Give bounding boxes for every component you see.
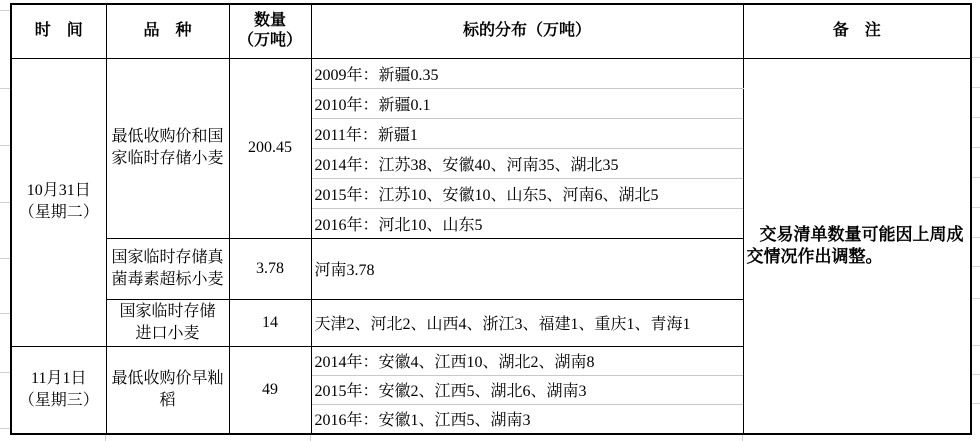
gridline-tick: [0, 88, 10, 89]
distribution-cell: 2010年：新疆0.1: [311, 88, 743, 118]
col-header-time: 时 间: [11, 4, 106, 58]
date-cell-nov1: [11, 346, 106, 434]
gridline-tick: [971, 345, 980, 346]
variety-cell: [106, 58, 229, 238]
gridline-tick: [0, 145, 10, 146]
distribution-cell: 2014年：江苏38、安徽40、河南35、湖北35: [311, 148, 743, 178]
col-header-distribution: 标的分布（万吨）: [311, 4, 743, 58]
gridline-tick: [971, 374, 980, 375]
gridline-tick: [971, 117, 980, 118]
gridline-tick: [971, 403, 980, 404]
gridline-tick: [971, 207, 980, 208]
gridline-tick: [971, 266, 980, 267]
gridline-tick: [0, 313, 10, 314]
variety-cell: [106, 346, 229, 434]
variety-line: 国家临时存储: [119, 302, 216, 320]
quantity-cell: 3.78: [229, 238, 311, 299]
distribution-cell: 2016年：河北10、山东5: [311, 208, 743, 238]
gridline-tick: [971, 177, 980, 178]
col-header-variety: 品 种: [106, 4, 229, 58]
gridline-tick: [971, 147, 980, 148]
date-line: 11月1日: [31, 369, 87, 387]
gridline-tick: [0, 202, 10, 203]
variety-line: 最低收购价早籼: [111, 369, 224, 387]
gridline-tick: [0, 258, 10, 259]
date-line: 10月31日: [26, 182, 91, 199]
distribution-cell: 2009年：新疆0.35: [311, 58, 743, 88]
quantity-cell: 14: [229, 299, 311, 346]
header-row: [11, 4, 971, 58]
variety-line: 国家临时存储真: [111, 248, 224, 266]
distribution-cell: 2011年：新疆1: [311, 118, 743, 148]
date-line: （星期三）: [18, 391, 99, 409]
gridline-tick: [105, 435, 106, 441]
gridline-tick: [0, 10, 10, 11]
gridline-tick: [742, 435, 743, 441]
date-cell-oct31: [11, 58, 106, 346]
gridline-tick: [0, 372, 10, 373]
gridline-tick: [971, 87, 980, 88]
distribution-cell: 2015年：安徽2、江西5、湖北6、湖南3: [311, 375, 743, 404]
variety-line: 最低收购价和国: [111, 128, 224, 145]
remark-line: 交情况作出调整。: [746, 246, 883, 266]
auction-schedule-table: [10, 3, 972, 435]
distribution-cell: 2015年：江苏10、安徽10、山东5、河南6、湖北5: [311, 178, 743, 208]
variety-cell: [106, 238, 229, 299]
distribution-cell: 天津2、河北2、山西4、浙江3、福建1、重庆1、青海1: [311, 299, 743, 346]
gridline-tick: [971, 57, 980, 58]
table-row: [11, 58, 971, 88]
variety-line: 菌毒素超标小麦: [111, 270, 224, 288]
date-line: （星期二）: [18, 204, 99, 221]
quantity-cell: 49: [229, 346, 311, 434]
col-header-remark: 备 注: [743, 4, 971, 58]
col-header-quantity-line2: （万吨）: [237, 32, 302, 50]
variety-cell: [106, 299, 229, 346]
remark-cell: [743, 58, 971, 434]
col-header-quantity: [229, 4, 311, 58]
col-header-quantity-line1: 数量: [253, 12, 286, 30]
quantity-cell: 200.45: [229, 58, 311, 238]
distribution-cell: 2014年：安徽4、江西10、湖北2、湖南8: [311, 346, 743, 375]
gridline-tick: [310, 435, 311, 441]
variety-line: 家临时存储小麦: [111, 150, 224, 167]
variety-line: 稻: [159, 391, 176, 409]
gridline-tick: [0, 428, 10, 429]
gridline-tick: [971, 237, 980, 238]
distribution-cell: 2016年：安徽1、江西5、湖南3: [311, 404, 743, 434]
variety-line: 进口小麦: [135, 324, 200, 342]
gridline-tick: [971, 298, 980, 299]
remark-line: 交易清单数量可能因上周成: [759, 224, 964, 244]
distribution-cell: 河南3.78: [311, 238, 743, 299]
